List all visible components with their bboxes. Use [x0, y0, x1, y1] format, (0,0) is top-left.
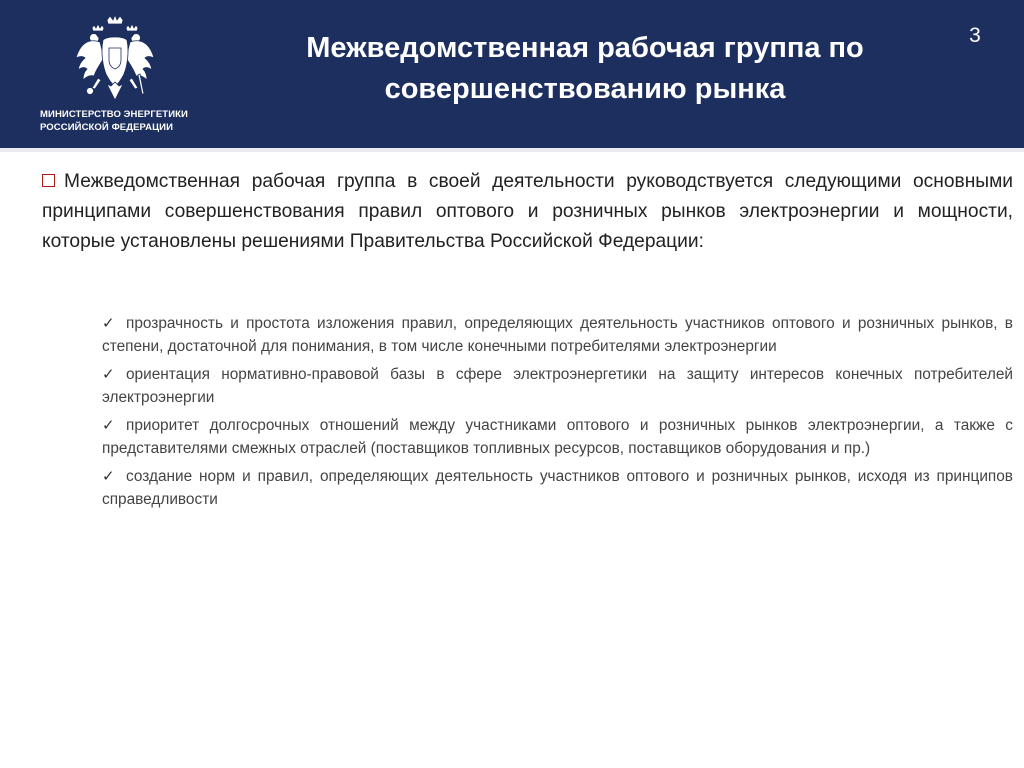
page-number: 3 [969, 24, 981, 47]
check-mark-icon: ✓ [102, 467, 115, 485]
list-item-text: ориентация нормативно-правовой базы в сфере электроэнергетики на защиту интересов конечных потребителей электроэнергии [102, 366, 1013, 406]
list-item [102, 414, 1013, 460]
header-bar [0, 0, 1024, 148]
intro-text: Межведомственная рабочая группа в своей деятельности руководствуется следующими основными принципами совершенствования правил оптового и розничных рынков электроэнергии и мощности, которые установлены решениями Правительства Российской Федерации: [42, 171, 1013, 252]
check-mark-icon: ✓ [102, 416, 115, 434]
list-item [102, 363, 1013, 409]
header-divider [0, 148, 1024, 152]
ministry-logo [40, 14, 190, 138]
check-mark-icon: ✓ [102, 365, 115, 383]
intro-paragraph [42, 167, 1013, 257]
list-item-text: создание норм и правил, определяющих деятельность участников оптового и розничных рынков, исходя из принципов справедливости [102, 468, 1013, 508]
double-headed-eagle-icon [74, 14, 156, 104]
ministry-name [40, 108, 190, 134]
check-mark-icon: ✓ [102, 314, 115, 332]
list-item-text: прозрачность и простота изложения правил, определяющих деятельность участников оптового и розничных рынков, в степени, достаточной для понимания, в том числе конечными потребителями электроэнергии [102, 315, 1013, 355]
ministry-name-line-2: РОССИЙСКОЙ ФЕДЕРАЦИИ [40, 122, 174, 133]
slide-title: Межведомственная рабочая группа по совершенствованию рынка [306, 32, 864, 105]
principles-list [102, 312, 1013, 516]
list-item-text: приоритет долгосрочных отношений между участниками оптового и розничных рынков электроэнергии, а также с представителями смежных отраслей (поставщиков топливных ресурсов, поставщиков оборудования и пр.) [102, 417, 1013, 457]
list-item [102, 312, 1013, 358]
ministry-name-line-1: МИНИСТЕРСТВО ЭНЕРГЕТИКИ [40, 109, 188, 120]
list-item [102, 465, 1013, 511]
square-bullet-icon [42, 174, 55, 187]
